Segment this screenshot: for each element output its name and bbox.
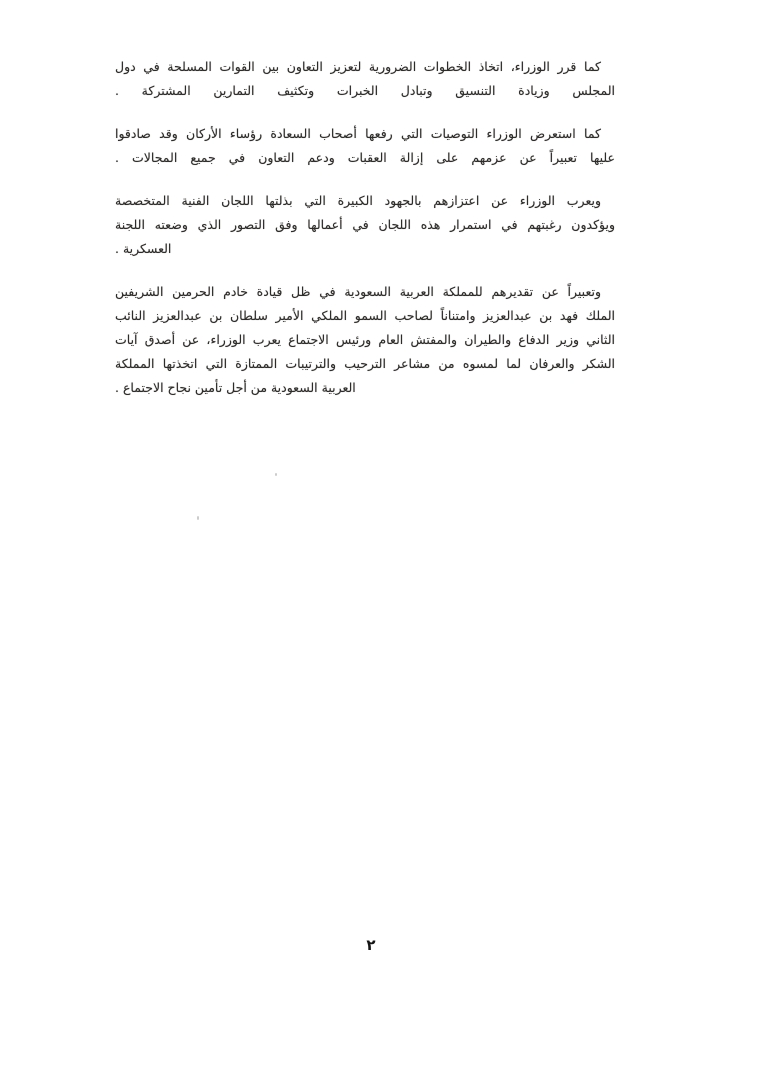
paragraph-2 [115,122,615,170]
text-line: كما استعرض الوزراء التوصيات التي رفعها أصحاب السعادة رؤساء الأركان وقد صادقوا [115,126,601,141]
text-line: ويعرب الوزراء عن اعتزازهم بالجهود الكبيرة التي بذلتها اللجان الفنية المتخصصة [115,193,601,208]
paragraph-3 [115,189,615,261]
scan-speck [275,473,277,476]
text-line: الشكر والعرفان لما لمسوه من مشاعر الترحيب والترتيبات الممتازة التي اتخذتها المملكة [115,356,615,371]
paragraph-4 [115,280,615,400]
text-block [115,55,615,419]
text-line: وتعبيراً عن تقديرهم للمملكة العربية السعودية في ظل قيادة خادم الحرمين الشريفين [115,284,601,299]
text-line: المجلس وزيادة التنسيق وتبادل الخبرات وتكثيف التمارين المشتركة . [115,83,615,98]
scan-speck [197,516,199,520]
text-line: عليها تعبيراً عن عزمهم على إزالة العقبات ودعم التعاون في جميع المجالات . [115,150,615,165]
text-line: ويؤكدون رغبتهم في استمرار هذه اللجان في أعمالها وفق التصور الذي وضعته اللجنة [115,217,615,232]
text-line: الثاني وزير الدفاع والطيران والمفتش العام ورئيس الاجتماع يعرب الوزراء، عن أصدق آيات [115,332,615,347]
page-number: ٢ [366,936,376,954]
text-line: كما قرر الوزراء، اتخاذ الخطوات الضرورية لتعزيز التعاون بين القوات المسلحة في دول [115,59,601,74]
paragraph-1 [115,55,615,103]
text-line: العسكرية . [115,241,172,256]
text-line: الملك فهد بن عبدالعزيز وامتناناً لصاحب السمو الملكي الأمير سلطان بن عبدالعزيز النائب [115,308,615,323]
text-line: العربية السعودية من أجل تأمين نجاح الاجتماع . [115,380,356,395]
